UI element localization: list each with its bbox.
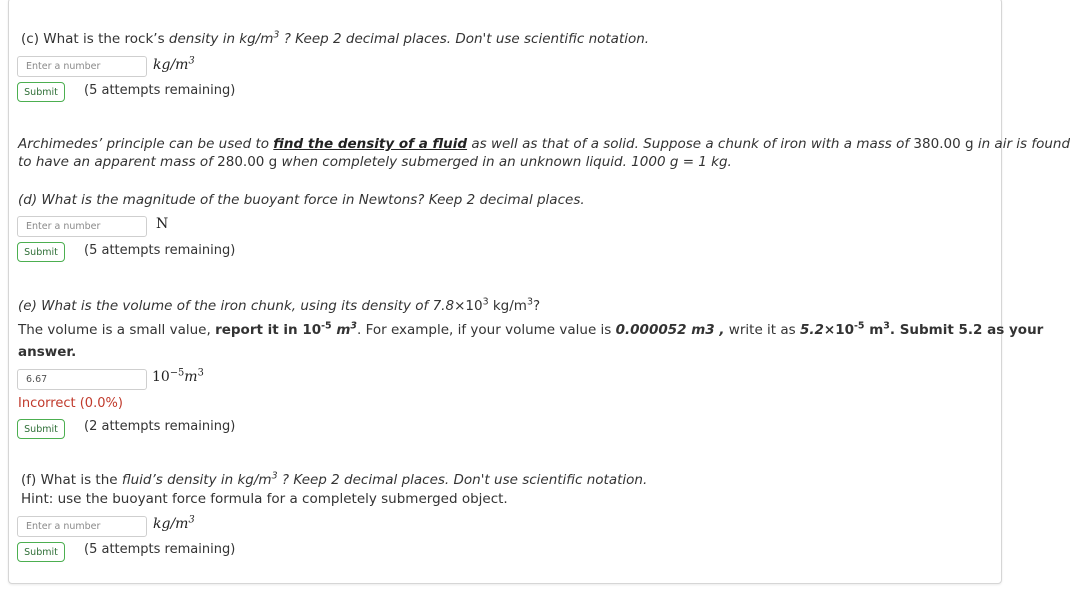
- part-e-answer-unit-ten: 10: [152, 369, 170, 385]
- part-e-note-4: . Submit 5.2 as your: [889, 322, 1044, 338]
- part-f-answer-input[interactable]: [17, 516, 147, 537]
- part-e-note-ex2-exp: -5: [854, 320, 865, 332]
- part-d-unit: N: [156, 216, 169, 232]
- part-c-answer-input[interactable]: [17, 56, 147, 77]
- part-e-answer-unit: [152, 369, 204, 385]
- part-e-note-bold: report it in 10: [215, 322, 322, 338]
- part-e-submit-button[interactable]: Submit: [17, 419, 65, 439]
- intro-line-1: [18, 135, 1070, 153]
- part-d-answer-input[interactable]: [17, 216, 147, 237]
- part-f-submit-button[interactable]: Submit: [17, 542, 65, 562]
- part-e-question-text: (e) What is the volume of the iron chunk, using its density of 7.8: [18, 298, 455, 314]
- intro-text-3: in air is found: [973, 136, 1070, 152]
- part-e-note-example: 0.000052 m3 ,: [615, 322, 725, 338]
- part-e-note-ex2-times: ×: [823, 322, 836, 338]
- part-c-unit: [153, 57, 195, 73]
- part-c-question: [21, 30, 649, 48]
- part-e-note: [18, 321, 1043, 339]
- intro-text-1: Archimedes’ principle can be used to: [18, 136, 274, 152]
- part-e-note-unit-sup: 3: [350, 320, 357, 332]
- part-f-unit: [153, 516, 195, 532]
- intro-text-2: as well as that of a solid. Suppose a chunk of iron with a mass of: [467, 136, 914, 152]
- part-e-note-unit: m: [331, 322, 351, 338]
- intro-line-2: [18, 153, 732, 171]
- intro-line2-b: when completely submerged in an unknown liquid. 1000 g = 1 kg.: [277, 154, 732, 170]
- part-f-sup: 3: [271, 470, 278, 482]
- part-e-times: ×: [454, 298, 466, 314]
- part-f-text: (f) What is the: [21, 472, 122, 488]
- part-e-note-3: write it as: [724, 322, 800, 338]
- part-f-italic-suffix: ? Keep 2 decimal places. Don't use scientific notation.: [277, 472, 648, 488]
- part-e-ten: 10: [465, 298, 483, 314]
- part-e-answer-input[interactable]: [17, 369, 147, 390]
- part-e-answer-unit-m: m: [184, 369, 198, 385]
- part-e-note-line2: answer.: [18, 344, 77, 360]
- part-e-unit: kg/m: [488, 298, 527, 314]
- part-c-unit-main: kg/m: [153, 57, 189, 73]
- part-d-attempts: (5 attempts remaining): [84, 243, 236, 258]
- part-e-note-ex2-unit: m: [864, 322, 884, 338]
- iron-mass-value: 380.00 g: [913, 136, 974, 152]
- part-f-question: [21, 471, 647, 489]
- part-e-note-exp: -5: [321, 320, 332, 332]
- part-e-attempts: (2 attempts remaining): [84, 419, 236, 434]
- part-e-question: [18, 297, 540, 315]
- part-c-italic-text: density in kg/m: [168, 31, 274, 47]
- part-c-sup: 3: [273, 29, 280, 41]
- part-e-answer-unit-exp: −5: [169, 367, 185, 379]
- part-f-unit-sup: 3: [188, 514, 195, 526]
- part-c-unit-sup: 3: [188, 55, 195, 67]
- part-c-italic-suffix: ? Keep 2 decimal places. Don't use scientific notation.: [279, 31, 650, 47]
- part-c-italic: [169, 31, 649, 47]
- part-f-attempts: (5 attempts remaining): [84, 542, 236, 557]
- part-e-answer-unit-sup: 3: [197, 367, 204, 379]
- part-e-note-ex2-sup: 3: [883, 320, 890, 332]
- part-e-note-ex2: 5.2: [799, 322, 824, 338]
- part-c-attempts: (5 attempts remaining): [84, 83, 236, 98]
- part-e-unit-sup: 3: [526, 296, 533, 308]
- intro-line2-a: to have an apparent mass of: [18, 154, 218, 170]
- part-c-submit-button[interactable]: Submit: [17, 82, 65, 102]
- part-e-note-1: The volume is a small value,: [18, 322, 216, 338]
- part-f-italic: [122, 472, 647, 488]
- apparent-mass-value: 280.00 g: [217, 154, 278, 170]
- part-e-end: ?: [532, 298, 541, 314]
- part-f-hint: Hint: use the buoyant force formula for a completely submerged object.: [21, 491, 508, 507]
- part-e-exp: 3: [482, 296, 489, 308]
- fluid-density-link[interactable]: find the density of a fluid: [273, 136, 468, 152]
- part-c-text: (c) What is the rock’s: [21, 31, 169, 47]
- part-f-unit-main: kg/m: [153, 516, 189, 532]
- part-f-italic-text: fluid’s density in kg/m: [121, 472, 272, 488]
- part-d-submit-button[interactable]: Submit: [17, 242, 65, 262]
- part-e-note-2: . For example, if your volume value is: [356, 322, 616, 338]
- part-d-question: (d) What is the magnitude of the buoyant force in Newtons? Keep 2 decimal places.: [18, 192, 585, 208]
- part-e-note-ex2-ten: 10: [835, 322, 855, 338]
- part-e-feedback: Incorrect (0.0%): [18, 396, 123, 411]
